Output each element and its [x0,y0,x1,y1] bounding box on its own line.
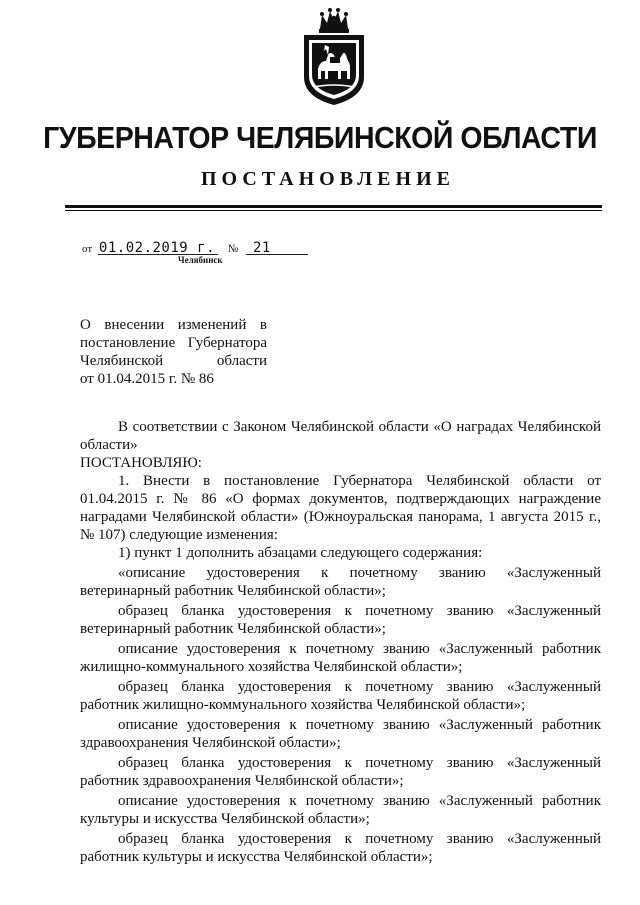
body-paragraph: описание удостоверения к почетному званию «Заслуженный работник здравоохранения Челябинской области»; [80,717,601,751]
body-paragraph: описание удостоверения к почетному званию «Заслуженный работник жилищно-коммунального хозяйства Челябинской области»; [80,641,601,675]
item-1-paragraph: 1. Внести в постановление Губернатора Челябинской области от 01.04.2015 г. № 86 «О формах документов, подтверждающих награждение наградами Челябинской области» (Южноуральская панорама, 1 августа 2015 г., № 107) следующие изменения: [80,473,601,543]
subject-block [80,316,267,388]
preamble-paragraph: В соответствии с Законом Челябинской области «О наградах Челябинской области» [80,419,601,453]
city-label: Челябинск [178,255,223,265]
subitem-1-paragraph: 1) пункт 1 дополнить абзацами следующего содержания: [118,545,483,561]
body-paragraph: описание удостоверения к почетному званию «Заслуженный работник культуры и искусства Челябинской области»; [80,793,601,827]
subject-line: постановление Губернатора [80,335,267,351]
document-date: 01.02.2019 г. [98,240,215,256]
date-prefix: от [82,243,93,255]
issuer-title: ГУБЕРНАТОР ЧЕЛЯБИНСКОЙ ОБЛАСТИ [43,120,597,155]
document-body [80,418,601,868]
header-divider-thin [65,210,602,211]
body-paragraph: образец бланка удостоверения к почетному званию «Заслуженный работник культуры и искусства Челябинской области»; [80,831,601,865]
subject-line: О внесении изменений в [80,317,267,333]
body-paragraph: образец бланка удостоверения к почетному званию «Заслуженный ветеринарный работник Челябинской области»; [80,603,601,637]
body-paragraph: образец бланка удостоверения к почетному званию «Заслуженный работник здравоохранения Челябинской области»; [80,755,601,789]
date-number-line [82,240,271,256]
number-prefix: № [227,243,239,255]
subject-line: от 01.04.2015 г. № 86 [80,371,214,387]
body-paragraph: «описание удостоверения к почетному званию «Заслуженный ветеринарный работник Челябинской области»; [80,565,601,599]
resolve-heading: ПОСТАНОВЛЯЮ: [80,455,202,471]
coat-of-arms-emblem [294,5,374,109]
document-type: ПОСТАНОВЛЕНИЕ [201,168,455,190]
subject-line: Челябинской области [80,353,267,369]
document-number: 21 [253,240,271,256]
header-divider-thick [65,205,602,208]
body-paragraph: образец бланка удостоверения к почетному званию «Заслуженный работник жилищно-коммунального хозяйства Челябинской области»; [80,679,601,713]
